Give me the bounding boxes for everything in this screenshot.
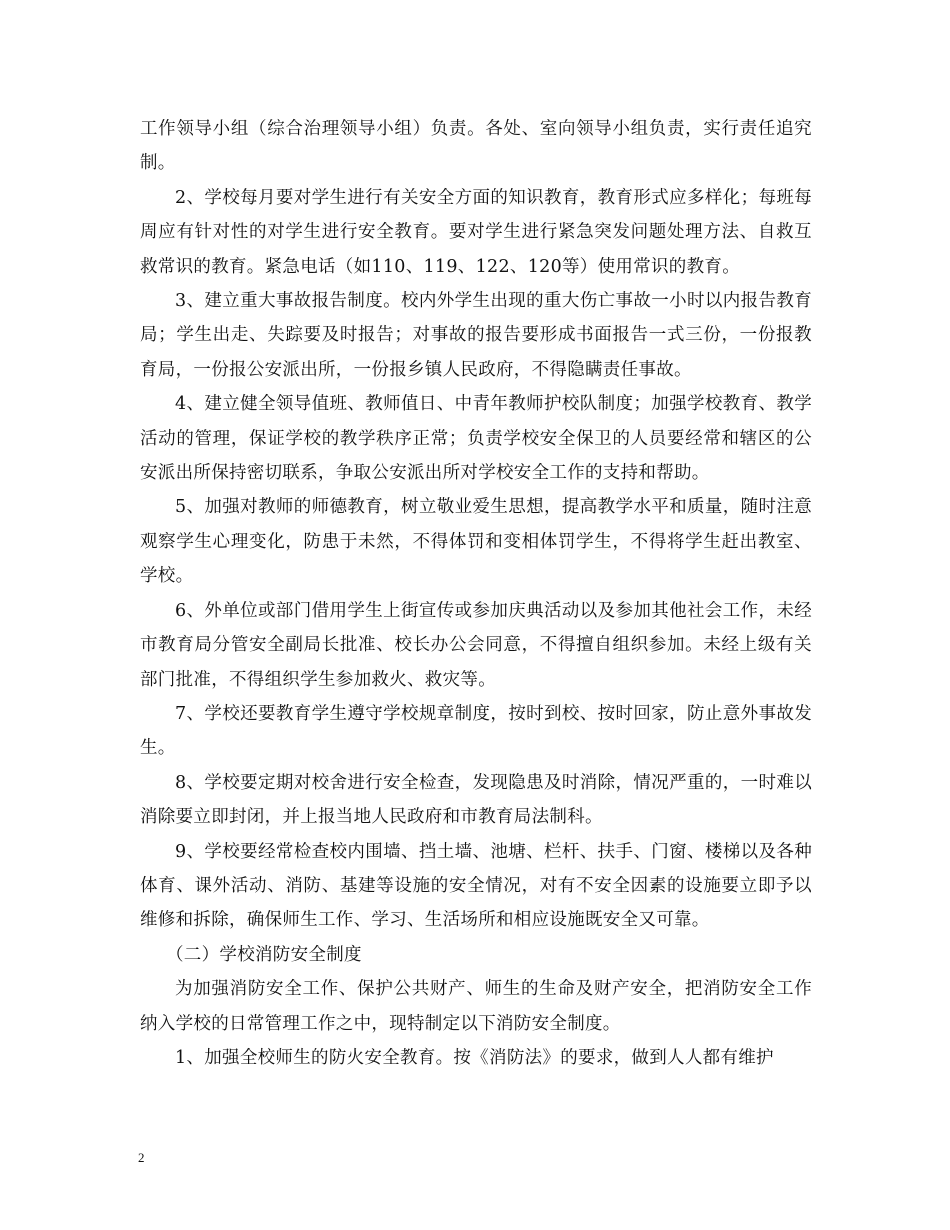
paragraph-item-7: 7、学校还要教育学生遵守学校规章制度，按时到校、按时回家，防止意外事故发生。 (140, 703, 812, 759)
section-heading-fire-safety: （二）学校消防安全制度 (166, 944, 362, 965)
paragraph-fire-safety-intro: 为加强消防安全工作、保护公共财产、师生的生命及财产安全，把消防安全工作纳入学校的日常管理工作之中，现特制定以下消防安全制度。 (140, 979, 812, 1034)
paragraph-item-2: 2、学校每月要对学生进行有关安全方面的知识教育，教育形式应多样化；每班每周应有针对性的对学生进行安全教育。要对学生进行紧急突发问题处理方法、自救互救常识的教育。紧急电话（如110、119、122、120等）使用常识的教育。 (140, 187, 812, 277)
paragraph-item-8: 8、学校要定期对校舍进行安全检查，发现隐患及时消除，情况严重的，一时难以消除要立即封闭，并上报当地人民政府和市教育局法制科。 (140, 772, 812, 828)
paragraph-item-4: 4、建立健全领导值班、教师值日、中青年教师护校队制度；加强学校教育、教学活动的管理，保证学校的教学秩序正常；负责学校安全保卫的人员要经常和辖区的公安派出所保持密切联系，争取公安派出所对学校安全工作的支持和帮助。 (140, 394, 812, 484)
paragraph-item-6: 6、外单位或部门借用学生上街宣传或参加庆典活动以及参加其他社会工作，未经市教育局分管安全副局长批准、校长办公会同意，不得擅自组织参加。未经上级有关部门批准，不得组织学生参加救火、救灾等。 (140, 600, 812, 690)
paragraph-item-5: 5、加强对教师的师德教育，树立敬业爱生思想，提高教学水平和质量，随时注意观察学生心理变化，防患于未然，不得体罚和变相体罚学生，不得将学生赶出教室、学校。 (140, 497, 812, 587)
paragraph-item-9: 9、学校要经常检查校内围墙、挡土墙、池塘、栏杆、扶手、门窗、楼梯以及各种体育、课外活动、消防、基建等设施的安全情况，对有不安全因素的设施要立即予以维修和拆除，确保师生工作、学习、生活场所和相应设施既安全又可靠。 (140, 841, 812, 931)
paragraph-continuation: 工作领导小组（综合治理领导小组）负责。各处、室向领导小组负责，实行责任追究制。 (140, 119, 812, 174)
paragraph-fire-item-1: 1、加强全校师生的防火安全教育。按《消防法》的要求，做到人人都有维护 (175, 1047, 774, 1068)
paragraph-item-3: 3、建立重大事故报告制度。校内外学生出现的重大伤亡事故一小时以内报告教育局；学生出走、失踪要及时报告；对事故的报告要形成书面报告一式三份，一份报教育局，一份报公安派出所，一份报乡镇人民政府，不得隐瞒责任事故。 (140, 291, 812, 380)
page-number: 2 (138, 1150, 145, 1165)
document-body (140, 112, 812, 1075)
